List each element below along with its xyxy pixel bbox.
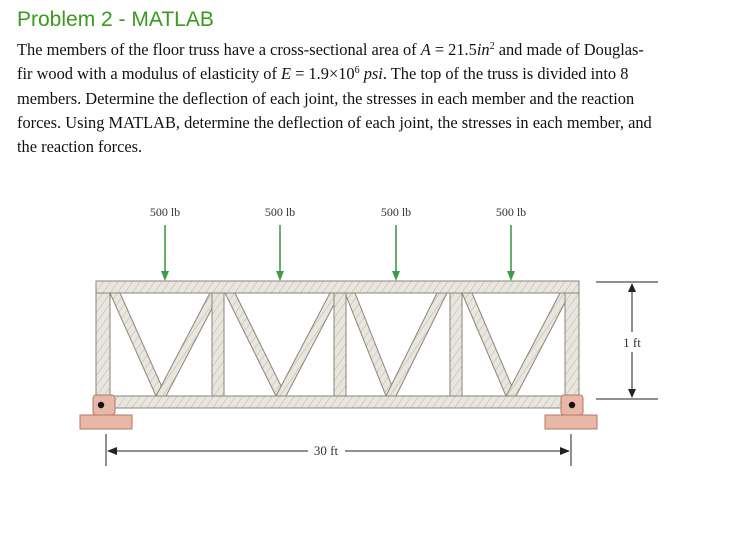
end-post-right <box>565 282 579 408</box>
modulus-symbol: E <box>281 64 292 84</box>
diagonal-1 <box>110 293 166 396</box>
load-arrows <box>165 225 511 276</box>
load-arrowheads <box>161 271 515 281</box>
top-chord <box>96 281 579 293</box>
load-label-3: 500 lb <box>380 205 412 219</box>
modulus-value: = 1.9×10 <box>291 64 355 84</box>
span-arrow-right-icon <box>560 447 570 455</box>
line1-text: The members of the floor truss have a cross-sectional area of <box>17 40 421 59</box>
area-value: = 21.5 <box>430 40 477 59</box>
modulus-exponent: 6 <box>354 65 360 77</box>
diagonal-7 <box>462 293 516 396</box>
load-label-4: 500 lb <box>495 205 527 219</box>
pin-right-icon <box>569 402 575 408</box>
area-symbol: A <box>420 40 431 59</box>
statement-line-3: members. Determine the deflection of each joint, the stresses in each member and the reaction <box>17 88 635 108</box>
diagonal-8 <box>506 293 570 396</box>
support-right-base <box>545 415 597 429</box>
arrowhead-2 <box>276 271 284 281</box>
span-arrow-left-icon <box>107 447 117 455</box>
vertical-1 <box>212 293 224 396</box>
height-arrow-down-icon <box>628 389 636 398</box>
diagonal-3 <box>225 293 286 396</box>
diagonal-5 <box>345 293 396 396</box>
diagonal-2 <box>156 293 220 396</box>
vertical-2 <box>334 293 346 396</box>
line2-text: fir wood with a modulus of elasticity of <box>17 64 282 84</box>
diagonal-4 <box>276 293 340 396</box>
problem-title: Problem 2 - MATLAB <box>17 8 214 31</box>
support-left-base <box>80 415 132 429</box>
line2-end: . The top of the truss is divided into 8 <box>382 64 629 84</box>
modulus-unit: psi <box>359 64 383 84</box>
load-label-2: 500 lb <box>264 205 296 219</box>
area-unit: in <box>476 40 490 59</box>
end-post-left <box>96 282 110 408</box>
bottom-chord <box>96 396 579 408</box>
span-dimension <box>106 434 571 466</box>
arrowhead-3 <box>392 271 400 281</box>
statement-line-5: the reaction forces. <box>17 137 143 157</box>
load-label-1: 500 lb <box>149 205 181 219</box>
truss <box>96 281 579 408</box>
pin-left-icon <box>98 402 104 408</box>
height-label: 1 ft <box>623 335 641 350</box>
area-exponent: 2 <box>489 41 495 52</box>
line1-end: and made of Douglas- <box>494 40 644 59</box>
height-arrow-up-icon <box>628 283 636 292</box>
diagonal-6 <box>386 293 447 396</box>
arrowhead-4 <box>507 271 515 281</box>
arrowhead-1 <box>161 271 169 281</box>
span-label: 30 ft <box>313 443 339 458</box>
vertical-3 <box>450 293 462 396</box>
statement-line-4: forces. Using MATLAB, determine the deflection of each joint, the stresses in each member, and <box>17 112 652 132</box>
